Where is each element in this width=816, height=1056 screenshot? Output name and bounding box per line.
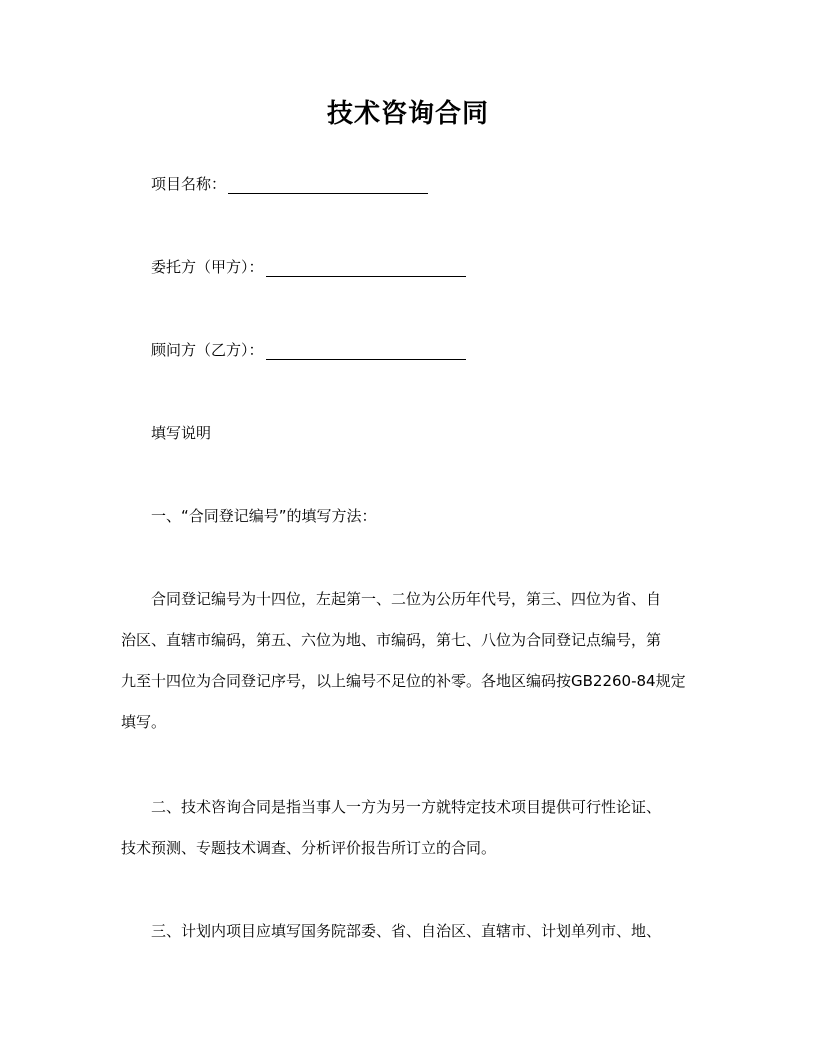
paragraph-line: 九至十四位为合同登记序号，以上编号不足位的补零。各地区编码按GB2260-84规定 <box>121 672 686 690</box>
section3-paragraph <box>121 921 699 943</box>
project-name-blank <box>228 177 428 194</box>
paragraph-line: 技术预测、专题技术调查、分析评价报告所订立的合同。 <box>121 839 497 857</box>
consultant-label: 顾问方（乙方）： <box>151 341 264 359</box>
document-title: 技术咨询合同 <box>326 99 489 129</box>
client-blank <box>266 260 466 277</box>
project-name-label: 项目名称： <box>151 175 227 193</box>
client-label: 委托方（甲方）： <box>151 258 264 276</box>
section1-paragraph <box>121 589 699 729</box>
project-name-field <box>151 174 428 194</box>
paragraph-line: 三、计划内项目应填写国务院部委、省、自治区、直辖市、计划单列市、地、 <box>151 922 662 940</box>
client-field <box>151 257 466 277</box>
section2-paragraph <box>121 797 699 859</box>
consultant-blank <box>266 343 466 360</box>
consultant-field <box>151 340 466 360</box>
paragraph-line: 填写。 <box>121 713 167 731</box>
paragraph-line: 合同登记编号为十四位，左起第一、二位为公历年代号，第三、四位为省、自 <box>151 590 662 608</box>
section1-heading: 一、“合同登记编号”的填写方法： <box>151 507 377 525</box>
instructions-heading: 填写说明 <box>151 424 212 442</box>
paragraph-line: 二、技术咨询合同是指当事人一方为另一方就特定技术项目提供可行性论证、 <box>151 798 662 816</box>
paragraph-line: 治区、直辖市编码，第五、六位为地、市编码，第七、八位为合同登记点编号，第 <box>121 631 662 649</box>
